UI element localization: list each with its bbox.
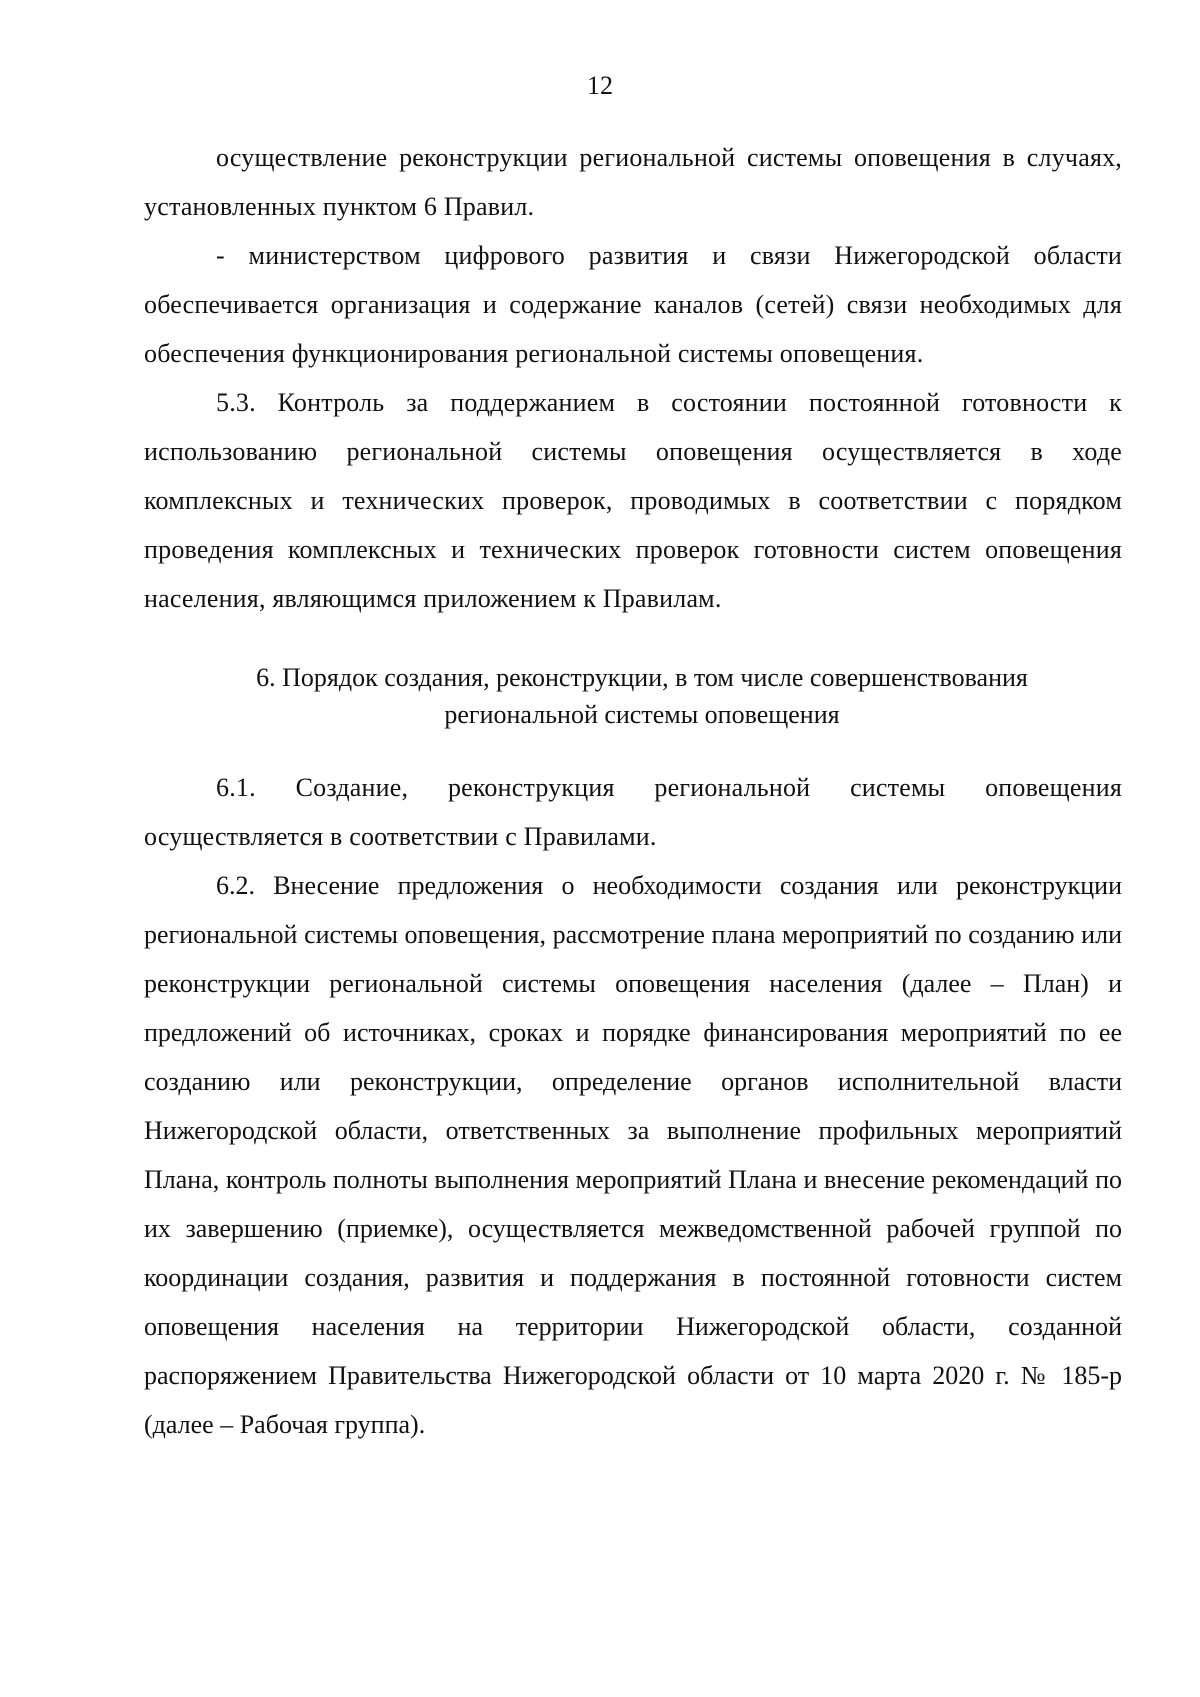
section-6-heading-line-1: 6. Порядок создания, реконструкции, в том числе совершенствования <box>256 663 1028 692</box>
page-number: 12 <box>587 71 613 100</box>
paragraph-ministry-digital-development: - министерством цифрового развития и связи Нижегородской области обеспечивается организация и содержание каналов (сетей) связи необходимых для обеспечения функционирования региональной системы оповещения. <box>144 241 1122 368</box>
paragraph-5-3-readiness-control: 5.3. Контроль за поддержанием в состоянии постоянной готовности к использованию региональной системы оповещения осуществляется в ходе комплексных и технических проверок, проводимых в соответствии с порядком проведения комплексных и технических проверок готовности систем оповещения населения, являющимся приложением к Правилам. <box>144 388 1122 613</box>
paragraph-6-2-working-group: 6.2. Внесение предложения о необходимости создания или реконструкции региональной системы оповещения, рассмотрение плана мероприятий по созданию или реконструкции региональной системы оповещения населения (далее – План) и предложений об источниках, сроках и порядке финансирования мероприятий по ее созданию или реконструкции, определение органов исполнительной власти Нижегородской области, ответственных за выполнение профильных мероприятий Плана, контроль полноты выполнения мероприятий Плана и внесение рекомендаций по их завершению (приемке), осуществляется межведомственной рабочей группой по координации создания, развития и поддержания в постоянной готовности систем оповещения населения на территории Нижегородской области, созданной распоряжением Правительства Нижегородской области от 10 марта 2020 г. № 185-р (далее – Рабочая группа). <box>144 871 1122 1439</box>
paragraph-reconstruction-cases: осуществление реконструкции региональной системы оповещения в случаях, установленных пунктом 6 Правил. <box>144 143 1122 221</box>
paragraph-6-1-creation: 6.1. Создание, реконструкция региональной системы оповещения осуществляется в соответствии с Правилами. <box>144 773 1122 851</box>
document-body <box>144 133 1122 1449</box>
section-6-heading <box>144 659 1122 733</box>
section-6-heading-line-2: региональной системы оповещения <box>444 700 840 729</box>
